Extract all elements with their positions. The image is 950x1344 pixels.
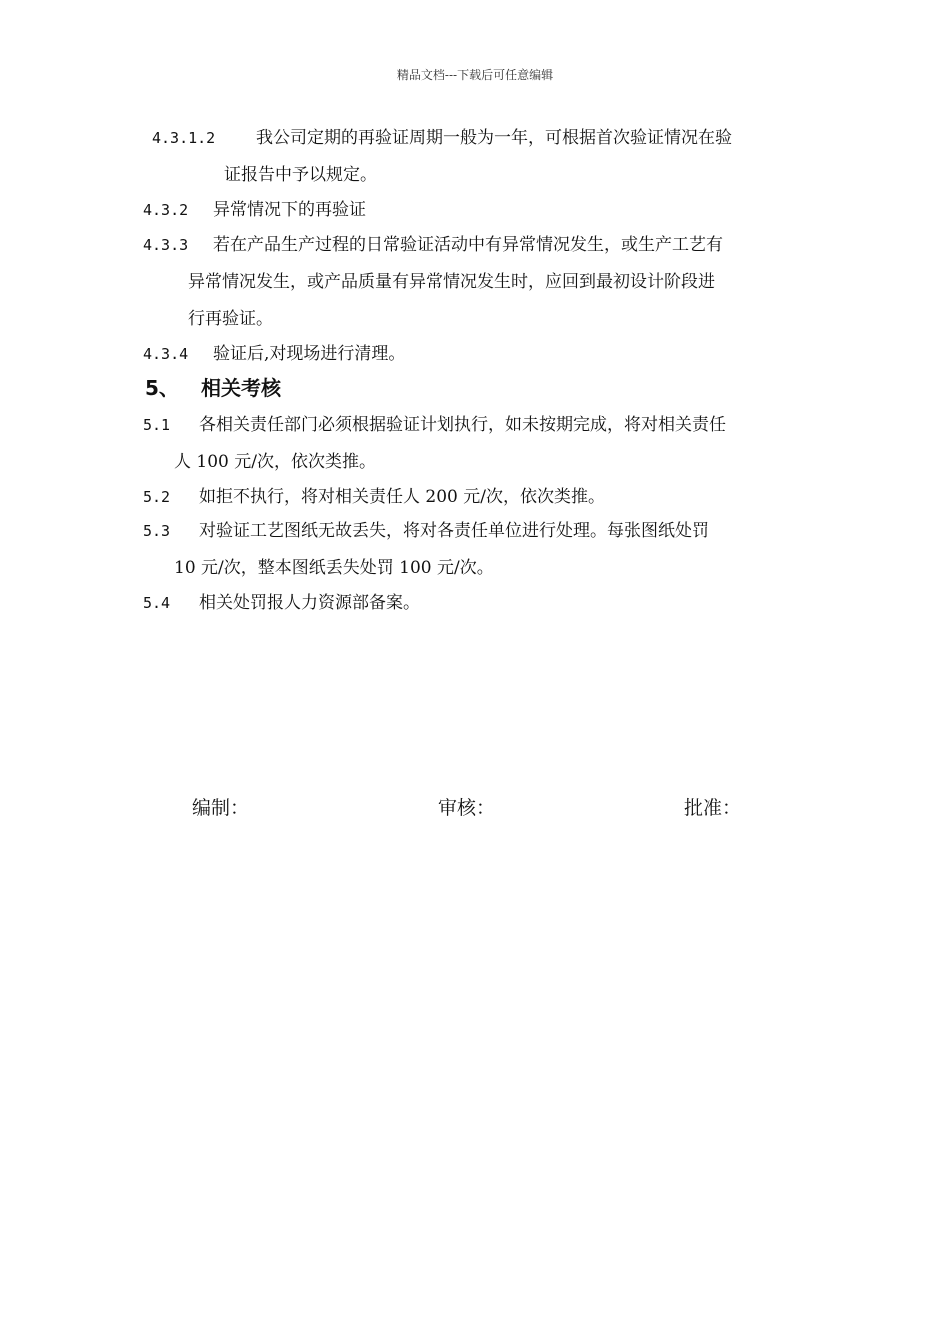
section-4-3-4 [143,343,405,365]
section-number: 5.4 [143,594,171,612]
section-number: 4.3.2 [143,201,189,219]
heading-title: 相关考核 [201,376,281,400]
section-text: 若在产品生产过程的日常验证活动中有异常情况发生，或生产工艺有 [213,235,723,255]
section-number: 4.3.4 [143,345,189,363]
page-header: 精品文档---下载后可任意编辑 [396,68,554,82]
section-5-1-line-1 [143,414,726,436]
section-text: 异常情况下的再验证 [213,200,366,220]
section-4-3-1-2-line-2: 证报告中予以规定。 [224,165,377,185]
section-text: 各相关责任部门必须根据验证计划执行，如未按期完成，将对相关责任 [199,415,726,435]
section-5-4 [143,592,420,614]
section-5-3-line-1 [143,520,709,542]
section-number: 5.2 [143,488,171,506]
section-5-1-line-2: 人 100 元/次，依次类推。 [174,452,376,472]
section-number: 5.3 [143,522,171,540]
section-4-3-2 [143,199,366,221]
section-5-2 [143,486,605,508]
section-number: 4.3.1.2 [152,129,216,147]
section-text: 如拒不执行，将对相关责任人 200 元/次，依次类推。 [199,487,605,507]
signature-reviewed-label: 审核： [438,797,496,819]
heading-number: 5、 [145,376,179,400]
signature-approved-label: 批准： [684,797,742,819]
section-number: 5.1 [143,416,171,434]
section-4-3-3-line-1 [143,234,723,256]
section-text: 相关处罚报人力资源部备案。 [199,593,420,613]
section-text: 对验证工艺图纸无故丢失，将对各责任单位进行处理。每张图纸处罚 [199,521,709,541]
section-4-3-3-line-3: 行再验证。 [188,309,273,329]
section-text: 我公司定期的再验证周期一般为一年，可根据首次验证情况在验 [256,128,732,148]
section-4-3-1-2-line-1 [152,127,732,149]
section-5-heading [145,375,281,401]
section-number: 4.3.3 [143,236,189,254]
section-5-3-line-2: 10 元/次，整本图纸丢失处罚 100 元/次。 [174,558,494,578]
section-text: 验证后,对现场进行清理。 [213,344,406,364]
signature-compiled-label: 编制： [192,797,250,819]
section-4-3-3-line-2: 异常情况发生，或产品质量有异常情况发生时，应回到最初设计阶段进 [188,272,715,292]
